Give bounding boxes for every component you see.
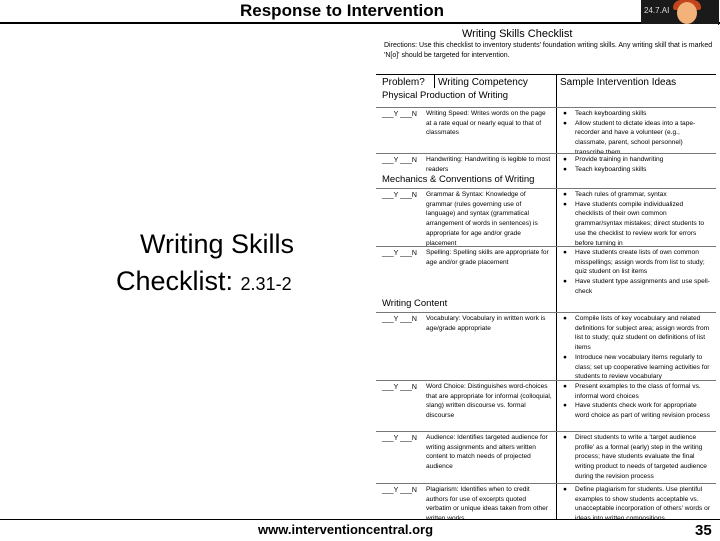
intervention-ideas bbox=[560, 155, 712, 174]
intervention-idea bbox=[560, 382, 712, 401]
intervention-idea-text: Allow student to dictate ideas into a tape-recorder and have a volunteer (e.g., classmate, parent, school personnel) transcribe them bbox=[575, 119, 696, 156]
intervention-idea bbox=[560, 485, 712, 524]
checklist-row bbox=[376, 312, 716, 380]
intervention-ideas bbox=[560, 314, 712, 382]
slide-title-word: Checklist: bbox=[116, 266, 234, 296]
bullet-icon: ● bbox=[563, 315, 567, 322]
yes-no-checkbox[interactable]: ___Y ___N bbox=[382, 111, 417, 118]
intervention-ideas bbox=[560, 190, 712, 248]
section-title: Physical Production of Writing bbox=[382, 90, 509, 101]
bullet-icon: ● bbox=[563, 353, 567, 361]
intervention-ideas bbox=[560, 433, 712, 482]
avatar-badge: 24.7.AI bbox=[644, 6, 670, 15]
bullet-icon: ● bbox=[563, 119, 567, 127]
bullet-icon: ● bbox=[563, 200, 567, 208]
bullet-icon: ● bbox=[563, 110, 567, 117]
checklist-row bbox=[376, 188, 716, 246]
column-header-problem bbox=[382, 77, 425, 88]
checklist-row bbox=[376, 483, 716, 520]
yes-no-checkbox[interactable]: ___Y ___N bbox=[382, 250, 417, 257]
intervention-ideas bbox=[560, 485, 712, 524]
intervention-idea-text: Have student type assignments and use spell-check bbox=[575, 278, 710, 295]
intervention-ideas bbox=[560, 382, 712, 421]
intervention-idea bbox=[560, 190, 712, 200]
intervention-idea-text: Introduce new vocabulary items regularly to class; set up cooperative learning activities for students to review vocabulary bbox=[575, 353, 710, 381]
writing-competency: Plagiarism: Identifies when to credit authors for use of excerpts quoted verbatim or unique ideas taken from other bbox=[426, 486, 549, 513]
intervention-idea-text: Teach keyboarding skills bbox=[575, 110, 647, 117]
yes-no-checkbox[interactable]: ___Y ___N bbox=[382, 157, 417, 164]
yes-no-checkbox[interactable]: ___Y ___N bbox=[382, 487, 417, 494]
footer-url[interactable]: www.interventioncentral.org bbox=[258, 522, 434, 537]
yes-no-checkbox[interactable]: ___Y ___N bbox=[382, 316, 417, 323]
intervention-idea-text: Provide training in handwriting bbox=[575, 156, 664, 163]
intervention-idea-text: Direct students to write a 'target audience profile' as a formal (early) step in the writing process; have students evaluate the final writing product to needs of targeted audience during the revision process bbox=[575, 434, 707, 480]
slide-title-line1: Writing Skills bbox=[140, 229, 295, 259]
intervention-ideas bbox=[560, 109, 712, 158]
page-number: 35 bbox=[695, 522, 712, 539]
column-header-ideas: Sample Intervention Ideas bbox=[560, 77, 677, 88]
intervention-idea-text: Have students check work for appropriate word choice as part of writing revision process bbox=[575, 402, 710, 420]
writing-competency: Writing Speed: Writes words on the page at a rate equal or nearly equal to that of classmates bbox=[426, 110, 546, 137]
bullet-icon: ● bbox=[563, 191, 567, 198]
intervention-idea bbox=[560, 165, 712, 175]
header-bar bbox=[0, 0, 720, 24]
slide-title-line2 bbox=[116, 263, 294, 303]
section-title: Mechanics & Conventions of Writing bbox=[382, 174, 535, 185]
intervention-idea bbox=[560, 119, 712, 158]
writing-competency: Spelling: Spelling skills are appropriate for age and/or grade placement bbox=[426, 249, 549, 266]
bullet-icon: ● bbox=[563, 278, 567, 286]
checklist-row bbox=[376, 380, 716, 431]
intervention-idea-text: Teach keyboarding skills bbox=[575, 165, 647, 173]
bullet-icon: ● bbox=[563, 249, 567, 256]
intervention-idea-text: Compile lists of key vocabulary and related definitions for subject area; assign words from list to study; quiz student on definitions of list items bbox=[575, 315, 710, 352]
header-divider bbox=[434, 74, 435, 88]
checklist-document bbox=[372, 24, 718, 519]
intervention-idea bbox=[560, 155, 712, 165]
intervention-idea bbox=[560, 200, 712, 249]
intervention-idea bbox=[560, 248, 712, 277]
bullet-icon: ● bbox=[563, 165, 567, 173]
writing-competency: Word Choice: Distinguishes word-choices that are appropriate for informal (colloquial, slang) written discourse vs. formal discourse bbox=[426, 383, 552, 420]
intervention-idea bbox=[560, 314, 712, 353]
slide-title-number: 2.31-2 bbox=[240, 274, 292, 294]
document-title: Writing Skills Checklist bbox=[462, 28, 573, 40]
intervention-idea bbox=[560, 433, 712, 482]
checklist-row bbox=[376, 431, 716, 483]
intervention-idea bbox=[560, 353, 712, 382]
avatar bbox=[641, 0, 719, 25]
slide-title bbox=[116, 226, 294, 303]
directions-text: Directions: Use this checklist to inventory students' foundation writing skills. Any writing skill that is marked 'N[o]' should be targeted for intervention. bbox=[384, 42, 713, 59]
intervention-idea-text: Define plagiarism for students. Use plentiful examples to show students acceptable vs. unacceptable incorporation of others' words or bbox=[575, 486, 711, 513]
column-problem-label: Problem? bbox=[382, 77, 425, 88]
intervention-idea-text: Teach rules of grammar, syntax bbox=[575, 191, 667, 198]
intervention-idea bbox=[560, 277, 712, 296]
bullet-icon: ● bbox=[563, 383, 567, 390]
writing-competency: Handwriting: Handwriting is legible to most readers bbox=[426, 156, 551, 173]
bullet-icon: ● bbox=[563, 486, 567, 493]
intervention-idea bbox=[560, 401, 712, 420]
writing-competency: Grammar & Syntax: Knowledge of grammar (rules governing use of language) and syntax (grammatical arrangement of words in sentences) is appropriate for age and/or grade placement bbox=[426, 191, 538, 247]
avatar-face bbox=[677, 2, 697, 24]
intervention-ideas bbox=[560, 248, 712, 297]
intervention-idea-text: Have students create lists of own common misspellings; assign words from list to study; quiz student on list items bbox=[575, 249, 705, 276]
checklist-row bbox=[376, 153, 716, 174]
section-title: Writing Content bbox=[382, 298, 448, 309]
table-top-border bbox=[376, 74, 716, 75]
writing-competency: Vocabulary: Vocabulary in written work is age/grade appropriate bbox=[426, 315, 546, 332]
bullet-icon: ● bbox=[563, 402, 567, 410]
bullet-icon: ● bbox=[563, 156, 567, 163]
column-header-competency: Writing Competency bbox=[438, 77, 528, 88]
header-title: Response to Intervention bbox=[240, 1, 445, 20]
bullet-icon: ● bbox=[563, 434, 567, 441]
yes-no-checkbox[interactable]: ___Y ___N bbox=[382, 435, 417, 442]
intervention-idea-text: Have students compile individualized checklists of their own common grammar/syntax mistakes; direct students to use the checklist to review work for errors before turning in bbox=[575, 200, 704, 247]
yes-no-checkbox[interactable]: ___Y ___N bbox=[382, 384, 417, 391]
intervention-idea bbox=[560, 109, 712, 119]
yes-no-checkbox[interactable]: ___Y ___N bbox=[382, 192, 417, 199]
writing-competency: Audience: Identifies targeted audience for writing assignments and alters written content to match needs of projected audience bbox=[426, 434, 548, 471]
checklist-row bbox=[376, 246, 716, 295]
intervention-idea-text: Present examples to the class of formal vs. informal word choices bbox=[575, 383, 701, 400]
checklist-row bbox=[376, 107, 716, 154]
